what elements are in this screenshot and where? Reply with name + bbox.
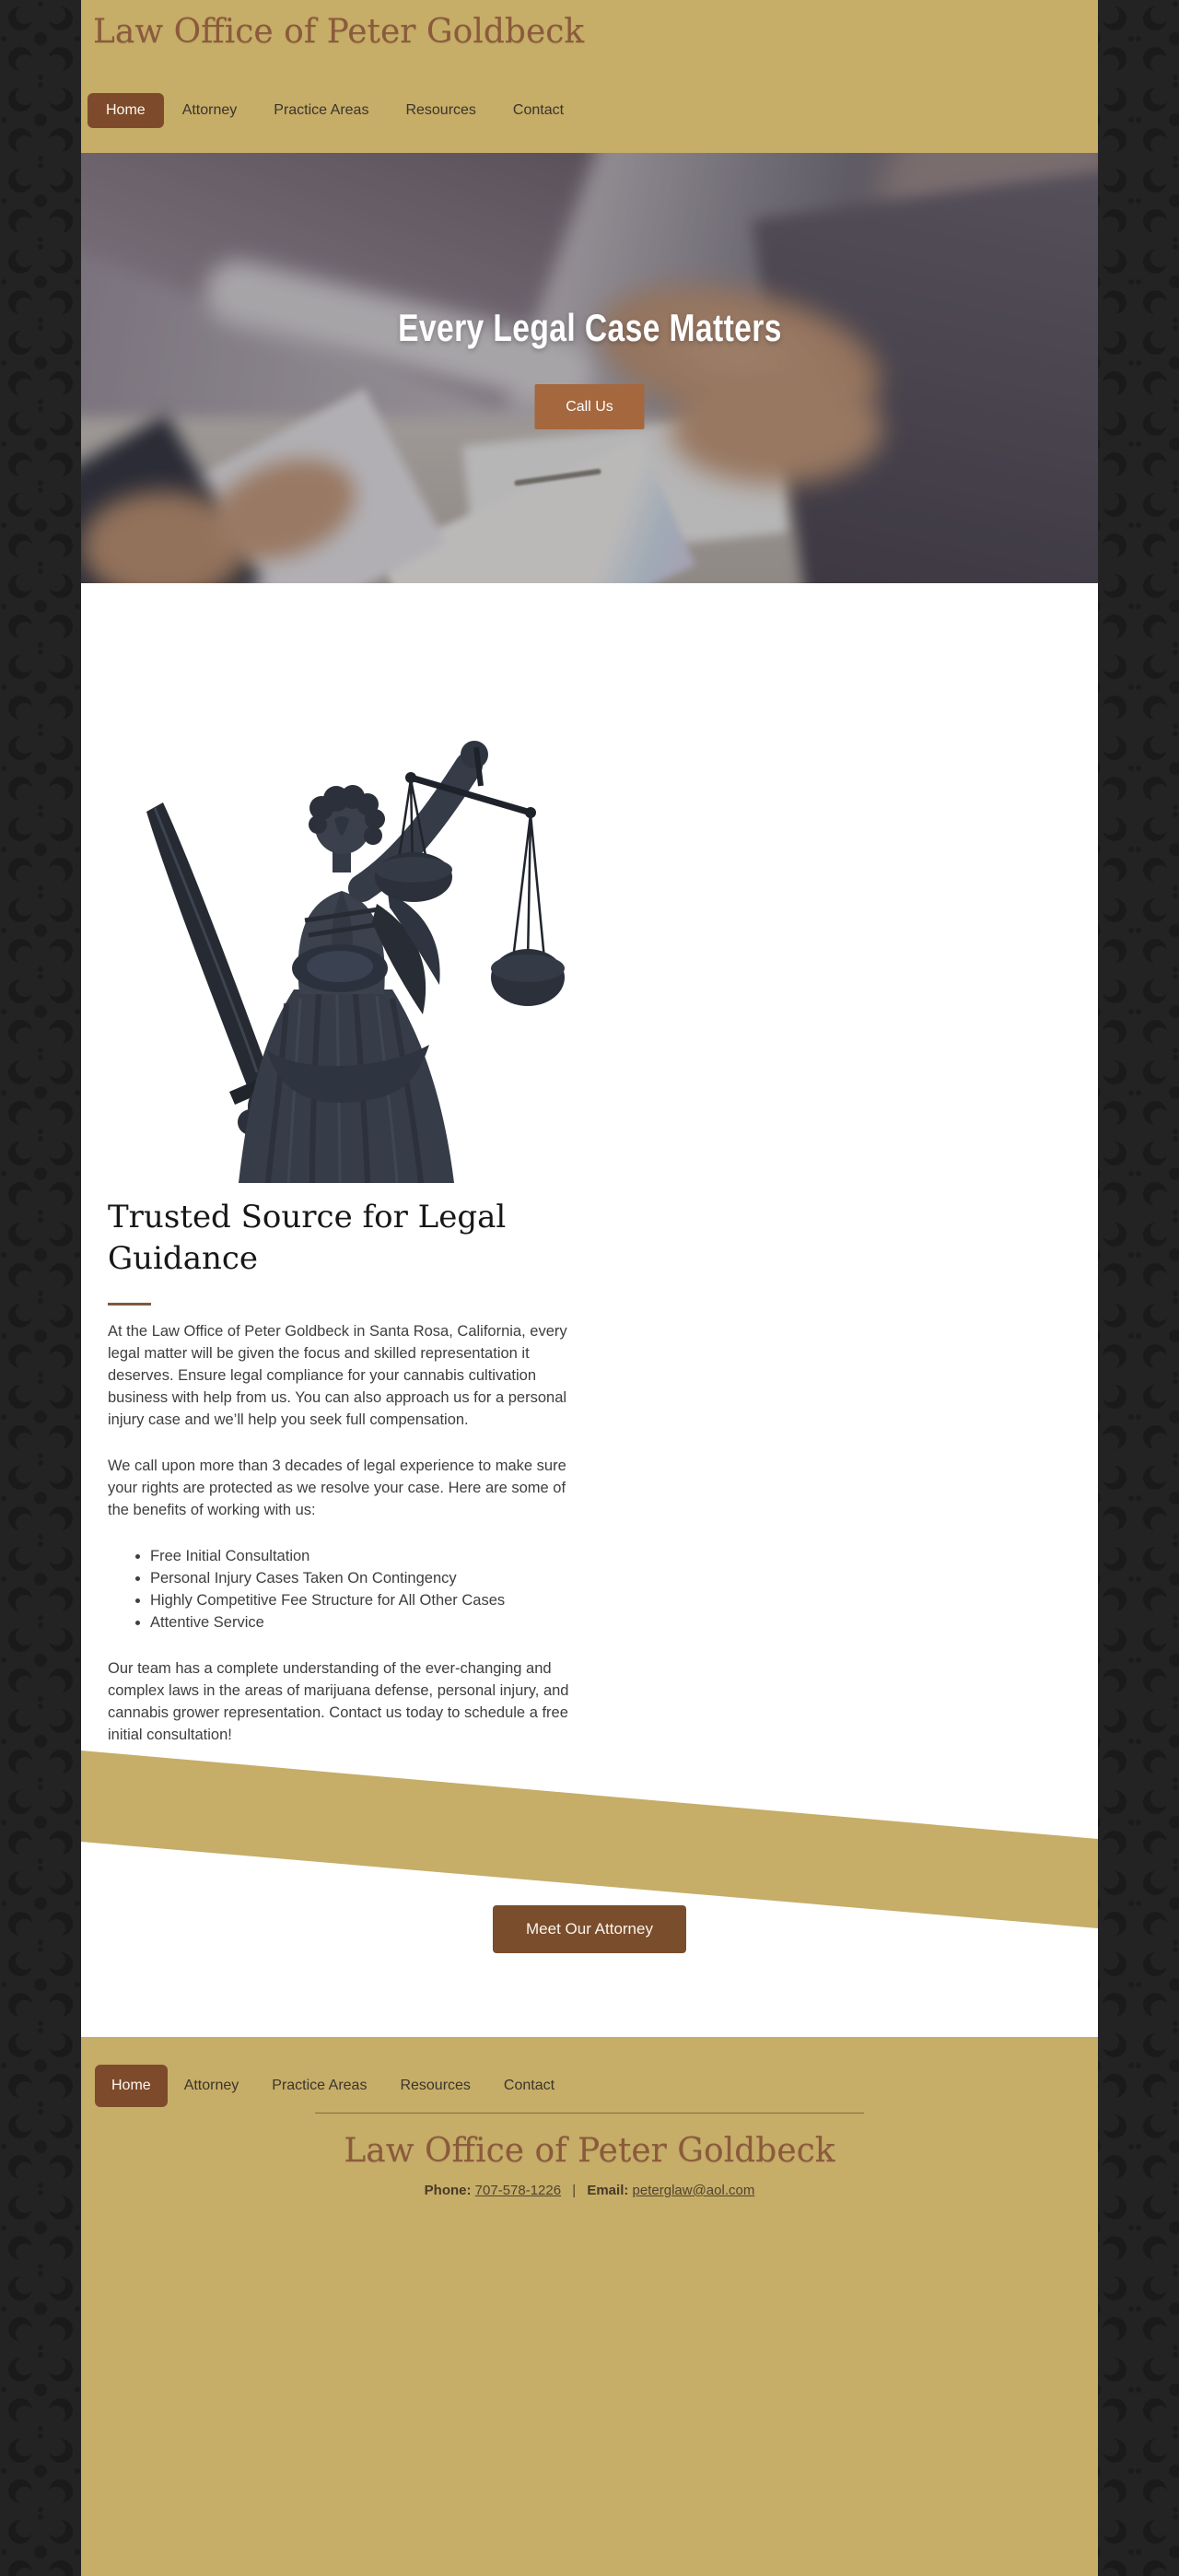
about-paragraph-2: We call upon more than 3 decades of legal experience to make sure your rights are protected as we resolve your case. Here are some of the benefits of working with us: xyxy=(108,1458,566,1518)
footer-navigation xyxy=(95,2065,571,2107)
page-container xyxy=(81,0,1098,2576)
footer-site-title: Law Office of Peter Goldbeck xyxy=(344,2132,835,2170)
meet-our-attorney-button[interactable]: Meet Our Attorney xyxy=(493,1905,686,1953)
site-title: Law Office of Peter Goldbeck xyxy=(93,13,585,51)
main-navigation xyxy=(88,93,582,128)
nav-item-resources[interactable]: Resources xyxy=(405,102,476,118)
nav-item-contact[interactable]: Contact xyxy=(512,102,565,118)
benefits-list xyxy=(108,1545,587,1633)
phone-label: Phone: xyxy=(424,2183,472,2198)
footer-nav-item-attorney[interactable]: Attorney xyxy=(183,2078,239,2093)
footer-nav-item-contact[interactable]: Contact xyxy=(503,2078,555,2093)
hero-caption xyxy=(81,306,1098,350)
nav-item-home[interactable]: Home xyxy=(88,93,164,128)
nav-item-practice-areas[interactable]: Practice Areas xyxy=(274,102,369,118)
benefit-item: • Personal Injury Cases Taken On Contingency xyxy=(150,1567,587,1589)
about-heading: Trusted Source for Legal Guidance xyxy=(108,1199,507,1277)
benefit-item: • Highly Competitive Fee Structure for All Other Cases xyxy=(150,1589,587,1611)
about-section xyxy=(81,583,1098,2037)
lady-justice-statue-image xyxy=(111,690,566,1183)
about-copy xyxy=(108,1320,587,1770)
phone-link[interactable]: 707-578-1226 xyxy=(474,2183,562,2198)
email-link[interactable]: peterglaw@aol.com xyxy=(632,2183,755,2198)
contact-separator: | xyxy=(572,2183,577,2198)
nav-item-attorney[interactable]: Attorney xyxy=(181,102,238,118)
about-closing-paragraph: Our team has a complete understanding of the ever-changing and complex laws in the areas of marijuana defense, personal injury, and cannabis grower representation. Contact us today to schedule a free initial consultation! xyxy=(108,1660,569,1743)
site-header xyxy=(81,0,1098,153)
email-label: Email: xyxy=(587,2183,629,2198)
footer-nav-item-home[interactable]: Home xyxy=(95,2065,168,2107)
benefit-item: • Attentive Service xyxy=(150,1611,587,1633)
footer-nav-item-practice-areas[interactable]: Practice Areas xyxy=(272,2078,368,2093)
about-paragraph-1: At the Law Office of Peter Goldbeck in Santa Rosa, California, every legal matter will be given the focus and skilled representation it deserves. Ensure legal compliance for your cannabis cultivation business with help from us. You can also approach us for a personal injury case and we’ll help you seek full compensation. xyxy=(108,1323,567,1428)
hero-heading: Every Legal Case Matters xyxy=(397,306,782,349)
call-us-button[interactable]: Call Us xyxy=(535,384,645,429)
site-footer xyxy=(81,2037,1098,2576)
hero-section xyxy=(81,153,1098,583)
footer-nav-item-resources[interactable]: Resources xyxy=(400,2078,471,2093)
footer-contact-line xyxy=(315,2183,864,2198)
footer-about-widget xyxy=(315,2113,864,2198)
heading-underline xyxy=(108,1303,151,1306)
benefit-item: • Free Initial Consultation xyxy=(150,1545,587,1567)
